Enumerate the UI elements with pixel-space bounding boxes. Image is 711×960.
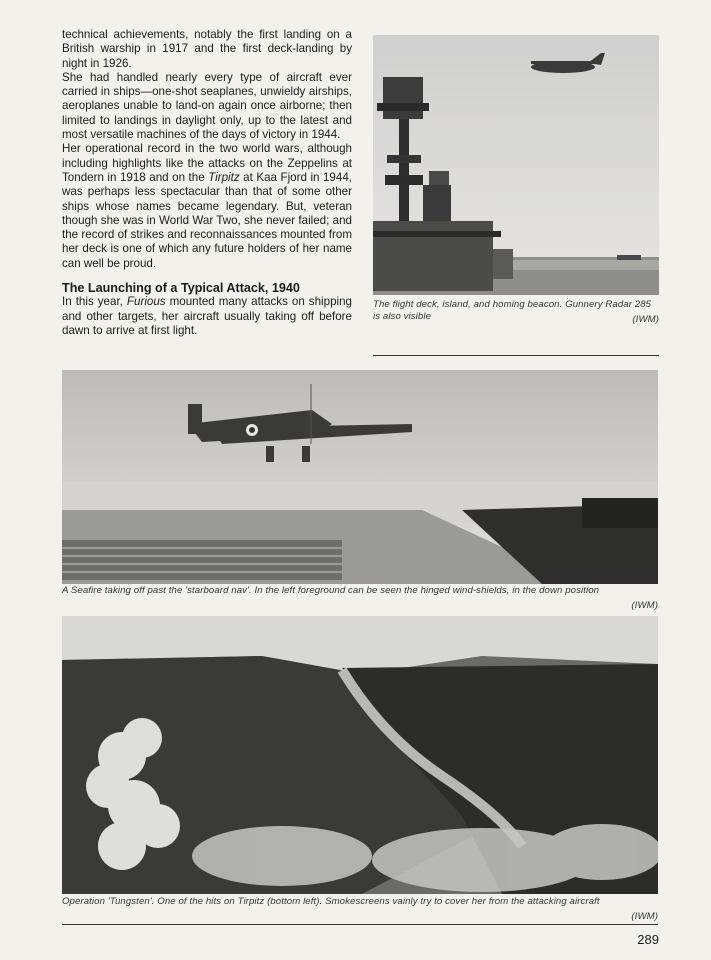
photo-1-caption (373, 299, 659, 325)
paragraph-3-text-b: at Kaa Fjord in 1944, was perhaps less spectacular than that of some other ships whose names became legendary. But, veteran though she was in World War Two, she never failed; and the record of strikes and reconnaissances mounted from her deck is one of which any future holders of her name can well be proud. (62, 170, 352, 270)
body-text-column (62, 28, 352, 338)
ship-name-tirpitz: Tirpitz (208, 170, 240, 184)
photo-flight-deck-island (373, 35, 659, 295)
paragraph-2: She had handled nearly every type of aircraft ever carried in ships—one-shot seaplanes, unwieldy airships, aeroplanes unable to land-on again once airborne; then limited to landings in daylight only, up to the latest and most versatile machines of the days of victory in 1944. (62, 70, 352, 142)
paragraph-4-text-a: In this year, (62, 295, 127, 309)
paragraph-4 (62, 295, 352, 338)
paragraph-1: technical achievements, notably the first landing on a British warship in 1917 and the first deck-landing by night in 1926. (62, 28, 352, 70)
photo-3-caption-text: Operation 'Tungsten'. One of the hits on Tirpitz (bottom left). Smokescreens vainly try to cover her from the attacking aircraft (62, 896, 600, 907)
section-heading: The Launching of a Typical Attack, 1940 (62, 281, 300, 296)
paragraph-3-text-a: Her operational record in the two world wars, although including highlights like the attacks on the Zeppelins at Tondern in 1918 and on the (62, 142, 352, 184)
photo-2-credit: (IWM) (631, 599, 658, 611)
photo-operation-tungsten-aerial (62, 616, 658, 894)
page-number: 289 (637, 932, 659, 947)
photo-3-credit: (IWM) (631, 910, 658, 922)
photo-seafire-takeoff (62, 370, 658, 584)
paragraph-3 (62, 142, 352, 271)
photo-3-divider (62, 924, 658, 925)
photo-3-caption (62, 896, 658, 922)
paragraph-4-text-b: mounted many attacks on shipping and other targets, her aircraft usually taking off before dawn to arrive at first light. (62, 295, 352, 337)
photo-1-caption-text: The flight deck, island, and homing beacon. Gunnery Radar 285 is also visible (373, 299, 652, 322)
photo-2-caption (62, 585, 658, 611)
photo-1-credit: (IWM) (632, 313, 659, 325)
photo-2-caption-text: A Seafire taking off past the 'starboard nav'. In the left foreground can be seen the hinged wind-shields, in the down position (62, 585, 600, 596)
photo-1-divider (373, 355, 659, 356)
ship-name-furious: Furious (126, 295, 166, 309)
